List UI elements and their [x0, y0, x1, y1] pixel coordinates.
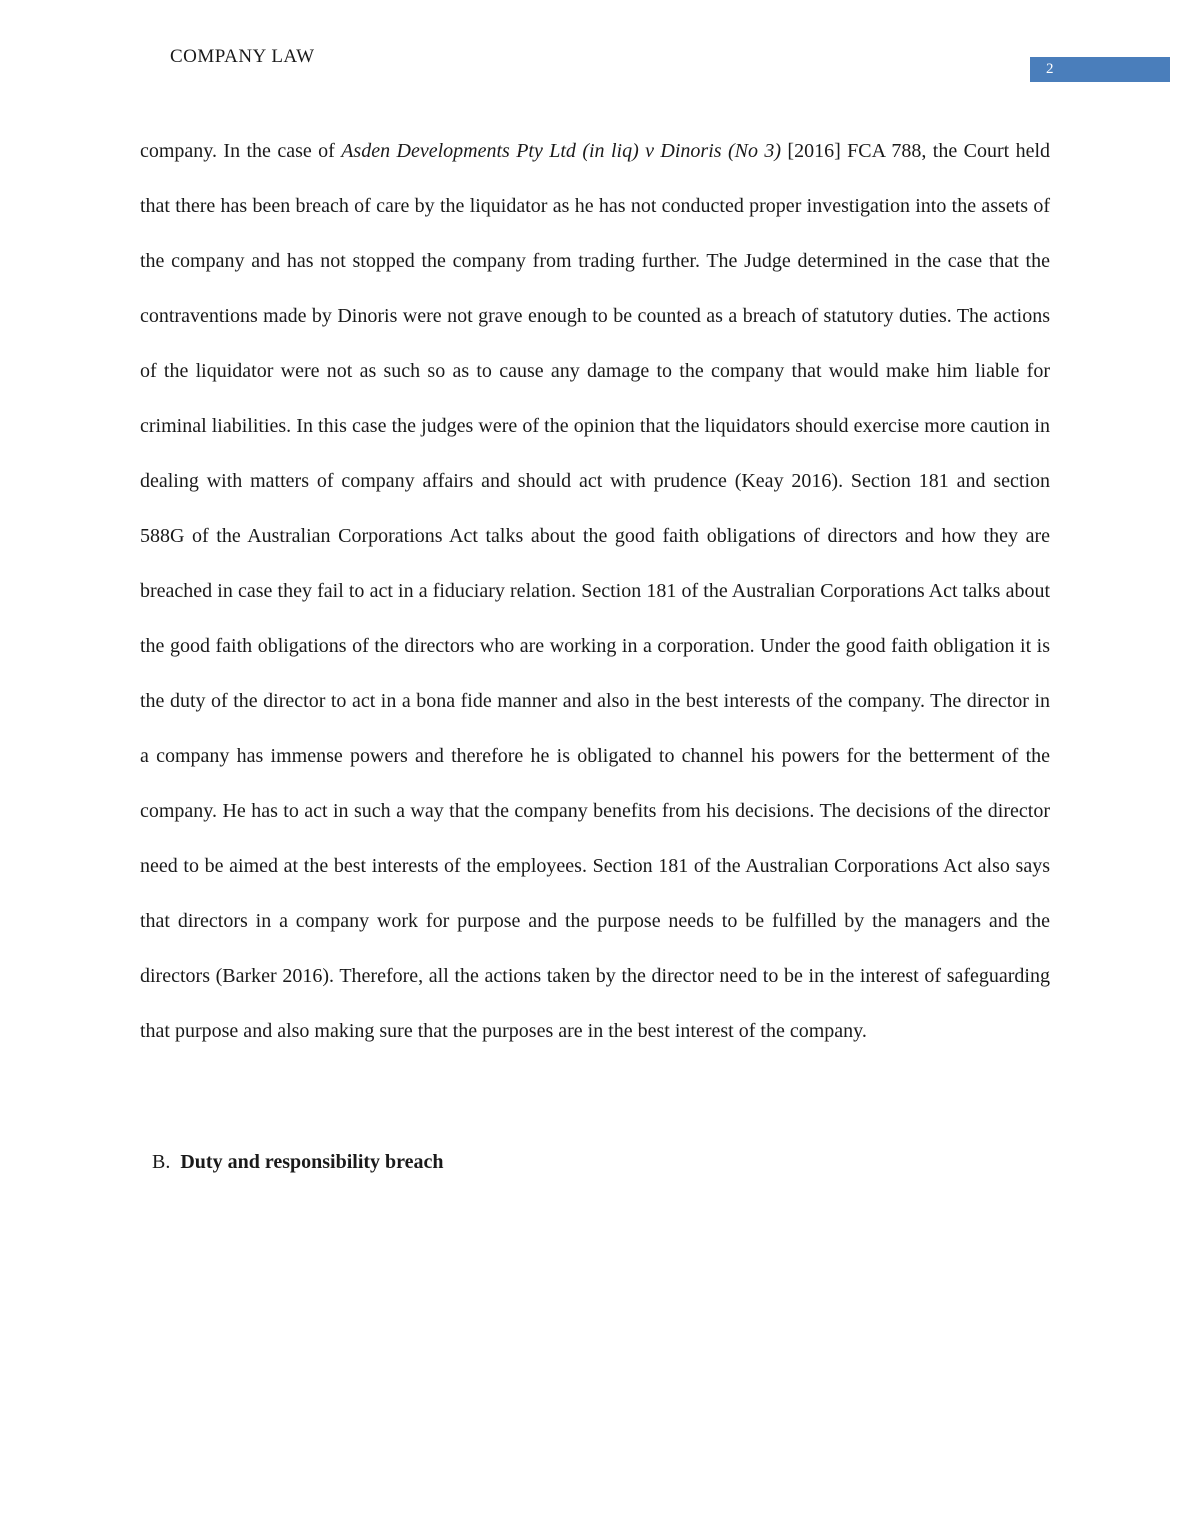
running-head: COMPANY LAW — [170, 46, 315, 67]
section-heading — [140, 1151, 1050, 1174]
page-number: 2 — [1046, 61, 1054, 77]
case-citation: Asden Developments Pty Ltd (in liq) v Dinoris (No 3) — [341, 140, 782, 162]
page-number-badge — [1030, 57, 1170, 82]
body-paragraph — [140, 124, 1050, 1059]
page-header — [140, 46, 1054, 77]
paragraph-rest: [2016] FCA 788, the Court held that there has been breach of care by the liquidator as he has not conducted proper investigation into the assets of the company and has not stopped the company from trading further. The Judge determined in the case that the contraventions made by Dinoris were not grave enough to be counted as a breach of statutory duties. The actions of the liquidator were not as such so as to cause any damage to the company that would make him liable for criminal liabilities. In this case the judges were of the opinion that the liquidators should exercise more caution in dealing with matters of company affairs and should act with prudence (Keay 2016). Section 181 and section 588G of the Australian Corporations Act talks about the good faith obligations of directors and how they are breached in case they fail to act in a fiduciary relation. Section 181 of the Australian Corporations Act talks about the good faith obligations of the directors who are working in a corporation. Under the good faith obligation it is the duty of the director to act in a bona fide manner and also in the best interests of the company. The director in a company has immense powers and therefore he is obligated to channel his powers for the betterment of the company. He has to act in such a way that the company benefits from his decisions. The decisions of the director need to be aimed at the best interests of the employees. Section 181 of the Australian Corporations Act also says that directors in a company work for purpose and the purpose needs to be fulfilled by the managers and the directors (Barker 2016). Therefore, all the actions taken by the director need to be in the interest of safeguarding that purpose and also making sure that the purposes are in the best interest of the company. — [140, 140, 1051, 1042]
section-label: B. — [152, 1151, 171, 1173]
section-title: Duty and responsibility breach — [180, 1151, 444, 1173]
paragraph-lead: company. In the case of — [140, 140, 342, 162]
